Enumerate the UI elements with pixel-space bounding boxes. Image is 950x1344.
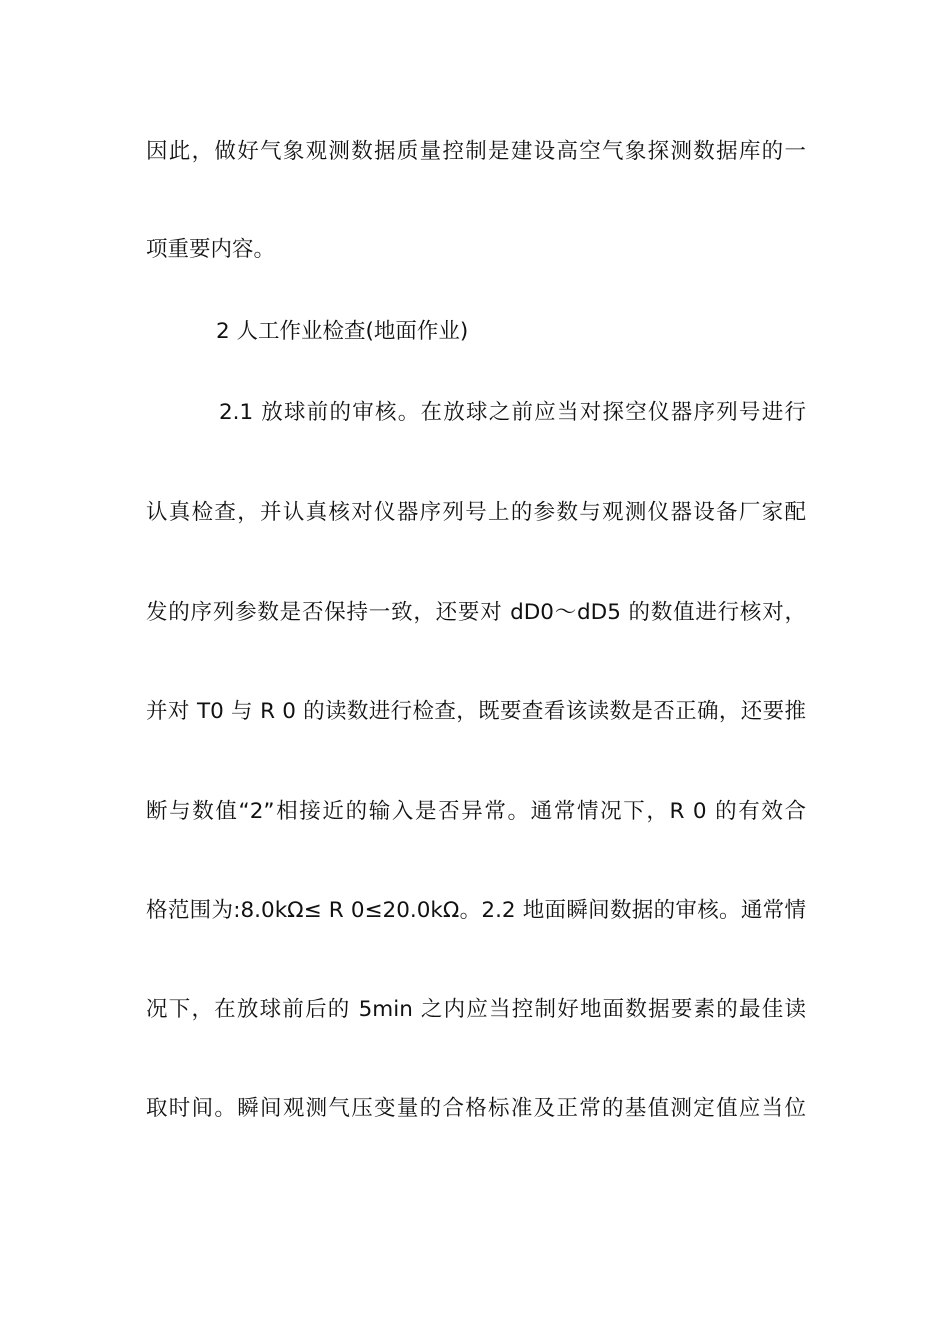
paragraph-line-3: 2.1 放球前的审核。在放球之前应当对探空仪器序列号进行: [219, 400, 806, 425]
paragraph-line-2: 项重要内容。: [146, 237, 276, 262]
paragraph-line-7: 断与数值“2”相接近的输入是否异常。通常情况下，R 0 的有效合: [146, 799, 806, 824]
section-heading: 2 人工作业检查(地面作业): [216, 319, 469, 344]
paragraph-line-9: 况下，在放球前后的 5min 之内应当控制好地面数据要素的最佳读: [146, 997, 806, 1022]
paragraph-line-1: 因此，做好气象观测数据质量控制是建设高空气象探测数据库的一: [146, 139, 806, 164]
paragraph-line-8: 格范围为:8.0kΩ≤ R 0≤20.0kΩ。2.2 地面瞬间数据的审核。通常情: [146, 898, 806, 923]
paragraph-line-4: 认真检查，并认真核对仪器序列号上的参数与观测仪器设备厂家配: [146, 500, 806, 525]
paragraph-line-6: 并对 T0 与 R 0 的读数进行检查，既要查看该读数是否正确，还要推: [146, 699, 806, 724]
paragraph-line-10: 取时间。瞬间观测气压变量的合格标准及正常的基值测定值应当位: [146, 1096, 806, 1121]
paragraph-line-5: 发的序列参数是否保持一致，还要对 dD0～dD5 的数值进行核对，: [146, 600, 806, 625]
